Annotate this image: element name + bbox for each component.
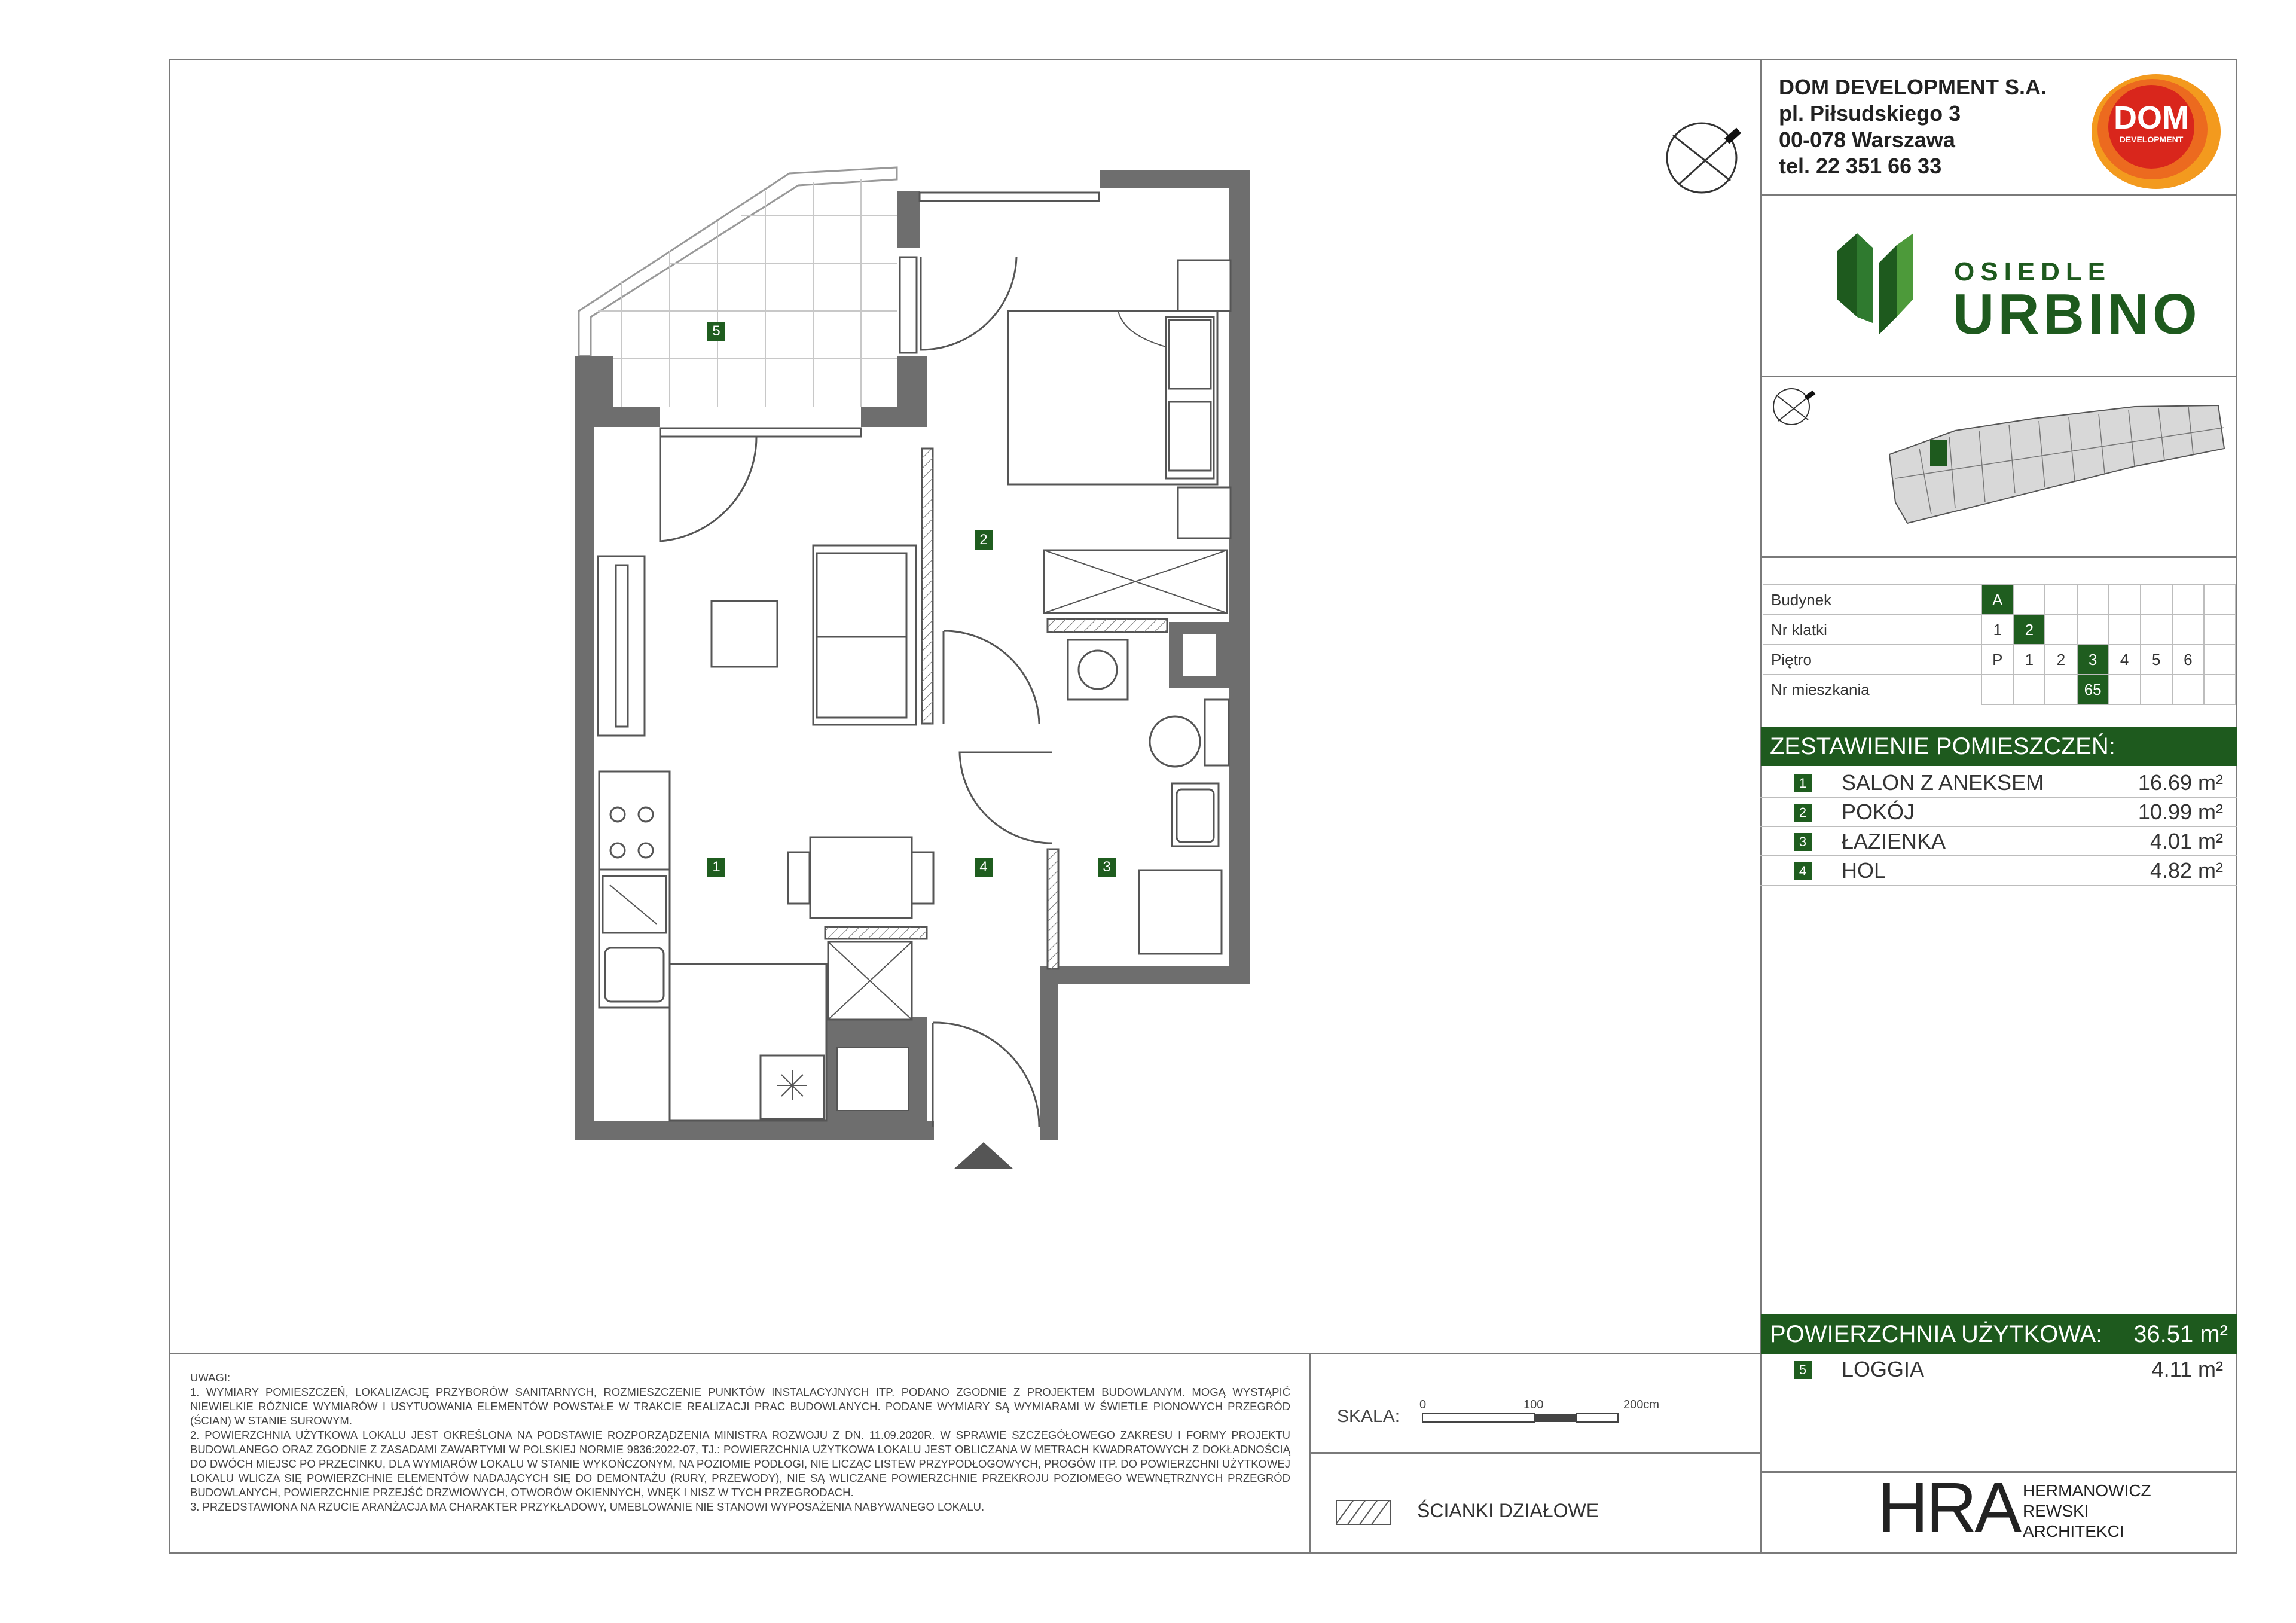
location-table — [1763, 584, 2236, 705]
room-number: 2 — [1794, 804, 1812, 822]
dom-logo-subtext: DEVELOPMENT — [2119, 135, 2184, 144]
loggia-row — [1763, 1355, 2236, 1384]
table-cell: 2 — [2045, 645, 2077, 675]
scale-tick: 200cm — [1623, 1398, 1660, 1411]
architect-line: ARCHITEKCI — [2023, 1522, 2124, 1540]
row-label: Budynek — [1763, 585, 1981, 615]
legend-label: ŚCIANKI DZIAŁOWE — [1417, 1500, 1599, 1521]
floor-plan — [0, 0, 1315, 1196]
room-name: SALON Z ANEKSEM — [1842, 770, 2044, 795]
room-tag: 4 — [975, 858, 993, 877]
table-cell — [2109, 675, 2141, 704]
room-tag: 2 — [975, 530, 993, 550]
table-row — [1763, 615, 2236, 645]
table-cell — [2204, 615, 2236, 645]
notes-title: UWAGI: — [190, 1371, 231, 1384]
table-cell — [2109, 615, 2141, 645]
room-row — [1763, 798, 2236, 826]
note-item: 2. POWIERZCHNIA UŻYTKOWA LOKALU JEST OKREŚLONA NA PODSTAWIE ROZPORZĄDZENIA MINISTRA ROZWOJU Z DN. 11.09.2020R. W SPRAWIE SZCZEGÓŁOWEGO ZAKRESU I FORMY PROJEKTU BUDOWLANEGO ORAZ ZGODNIE Z ZASADAMI ZAWARTYMI W POLSKIEJ NORMIE 9836:2022-07, TJ.: POWIERZCHNIA UŻYTKOWA LOKALU JEST OBLICZANA W METRACH KWADRATOWYCH Z DOKŁADNOŚCIĄ DO DWÓCH MIEJSC PO PRZECINKU, DLA WYMIARÓW LOKALU W STANIE WYKOŃCZONYM, NA POZIOMIE PODŁOGI, NIE LICZĄC LISTEW PRZYPODŁOGOWYCH, PROGÓW ITP. DO POWIERZCHNI UŻYTKOWEJ LOKALU WLICZA SIĘ POWIERZCHNIE ELEMENTÓW NADAJĄCYCH SIĘ DO DEMONTAŻU (RURY, PRZEWODY), NIE SĄ WLICZANE POWIERZCHNIE PRZEKROJU POZIOMEGO WEWNĘTRZNYCH PRZEGRÓD BUDOWLANYCH, POWIERZCHNIE PRZEJŚĆ DRZWIOWYCH, OTWORÓW OKIENNYCH, WNĘK I NISZ W TYCH PRZEGRODACH. — [190, 1429, 1290, 1499]
room-name: POKÓJ — [1842, 800, 1915, 824]
company-name: DOM DEVELOPMENT S.A. — [1779, 75, 2047, 99]
north-arrow-icon — [1661, 117, 1742, 199]
project-prefix: OSIEDLE — [1954, 257, 2112, 286]
total-area: 36.51 m² — [2133, 1321, 2228, 1347]
keyplan-divider — [1760, 556, 2237, 558]
room-row — [1763, 768, 2236, 797]
dom-logo-text: DOM — [2114, 100, 2189, 136]
note-item: 3. PRZEDSTAWIONA NA RZUCIE ARANŻACJA MA CHARAKTER PRZYKŁADOWY, UMEBLOWANIE NIE STANOWI WYPOSAŻENIA NABYWANEGO LOKALU. — [190, 1500, 985, 1513]
table-cell — [2045, 675, 2077, 704]
room-area: 10.99 m² — [2138, 800, 2223, 824]
room-number: 4 — [1794, 862, 1812, 880]
scale-tick: 0 — [1419, 1398, 1427, 1411]
company-phone: tel. 22 351 66 33 — [1779, 154, 1942, 178]
room-area: 4.82 m² — [2150, 858, 2223, 883]
table-cell: 1 — [1981, 615, 2013, 645]
table-cell: 5 — [2141, 645, 2172, 675]
table-cell: 65 — [2077, 675, 2109, 704]
room-tag: 1 — [707, 858, 725, 877]
rooms-divider — [1760, 885, 2237, 886]
scale-label: SKALA: — [1337, 1407, 1400, 1426]
company-divider — [1760, 194, 2237, 196]
room-name: LOGGIA — [1842, 1357, 1925, 1381]
rooms-divider — [1760, 797, 2237, 798]
table-cell — [2013, 675, 2045, 704]
room-row — [1763, 827, 2236, 856]
notes-divider — [169, 1353, 1762, 1354]
table-row — [1763, 585, 2236, 615]
rooms-header: ZESTAWIENIE POMIESZCZEŃ: — [1761, 727, 2237, 766]
table-cell — [2077, 615, 2109, 645]
table-cell — [2045, 615, 2077, 645]
project-divider — [1760, 376, 2237, 377]
loggia-grid — [598, 179, 897, 407]
company-city: 00-078 Warszawa — [1779, 127, 1955, 152]
table-cell: 6 — [2172, 645, 2204, 675]
architect-line: HERMANOWICZ — [2023, 1481, 2151, 1500]
table-cell — [2204, 645, 2236, 675]
room-area: 16.69 m² — [2138, 770, 2223, 795]
urbino-logo-mark — [1837, 227, 1915, 338]
room-number: 3 — [1794, 833, 1812, 851]
scale-legend-divider — [1309, 1452, 1762, 1454]
table-cell — [2141, 615, 2172, 645]
total-label: POWIERZCHNIA UŻYTKOWA: — [1770, 1321, 2103, 1347]
rooms-divider — [1760, 855, 2237, 856]
room-number: 1 — [1794, 774, 1812, 792]
table-cell — [2109, 585, 2141, 615]
building-key-plan — [1883, 395, 2236, 532]
table-cell — [2141, 585, 2172, 615]
table-cell: 2 — [2013, 615, 2045, 645]
loggia-outline — [579, 167, 897, 356]
table-row — [1763, 675, 2236, 704]
partition-wall-legend-icon — [1336, 1500, 1391, 1525]
table-cell — [2204, 675, 2236, 704]
entrance-marker — [954, 1142, 1013, 1169]
row-label: Nr klatki — [1763, 615, 1981, 645]
table-cell: 4 — [2109, 645, 2141, 675]
table-cell: 1 — [2013, 645, 2045, 675]
project-name: URBINO — [1953, 282, 2201, 346]
table-cell — [2172, 675, 2204, 704]
table-cell: P — [1981, 645, 2013, 675]
keyplan-north-icon — [1769, 383, 1816, 431]
room-name: ŁAZIENKA — [1842, 829, 1946, 853]
architect-name — [2023, 1481, 2151, 1542]
table-cell — [2172, 585, 2204, 615]
room-area: 4.11 m² — [2151, 1357, 2223, 1381]
architect-logo: HRA — [1877, 1468, 2020, 1547]
room-tag: 3 — [1098, 858, 1116, 877]
scale-tick: 100 — [1523, 1398, 1544, 1411]
table-row — [1763, 645, 2236, 675]
table-cell — [2172, 615, 2204, 645]
table-cell — [2077, 585, 2109, 615]
note-item: 1. WYMIARY POMIESZCZEŃ, LOKALIZACJĘ PRZYBORÓW SANITARNYCH, ROZMIESZCZENIE PUNKTÓW INSTALACYJNYCH ITP. PODANO ZGODNIE Z PROJEKTEM BUDOWLANYM. MOGĄ WYSTĄPIĆ NIEWIELKIE RÓŻNICE WYMIARÓW I USYTUOWANIA ELEMENTÓW POWSTAŁE W TRAKCIE REALIZACJI PRAC BUDOWLANYCH. PODANE WYMIARY SĄ WYMIARAMI W ŚWIETLE PIONOWYCH PRZEGRÓD (ŚCIAN) W STANIE SUROWYM. — [190, 1386, 1290, 1427]
scale-bar — [1422, 1413, 1661, 1424]
notes-block — [190, 1371, 1290, 1514]
architect-line: REWSKI — [2023, 1502, 2089, 1520]
table-cell: A — [1981, 585, 2013, 615]
rooms-divider — [1760, 826, 2237, 827]
table-cell: 3 — [2077, 645, 2109, 675]
table-cell — [1981, 675, 2013, 704]
total-area-bar — [1761, 1314, 2237, 1354]
room-tag: 5 — [707, 322, 725, 341]
table-cell — [2013, 585, 2045, 615]
room-number: 5 — [1794, 1361, 1812, 1379]
company-block — [1779, 74, 2047, 179]
table-cell — [2204, 585, 2236, 615]
row-label: Nr mieszkania — [1763, 675, 1981, 704]
dom-development-logo — [2086, 67, 2223, 193]
table-cell — [2045, 585, 2077, 615]
company-street: pl. Piłsudskiego 3 — [1779, 101, 1961, 126]
row-label: Piętro — [1763, 645, 1981, 675]
room-row — [1763, 856, 2236, 885]
room-name: HOL — [1842, 858, 1886, 883]
room-area: 4.01 m² — [2150, 829, 2223, 853]
table-cell — [2141, 675, 2172, 704]
